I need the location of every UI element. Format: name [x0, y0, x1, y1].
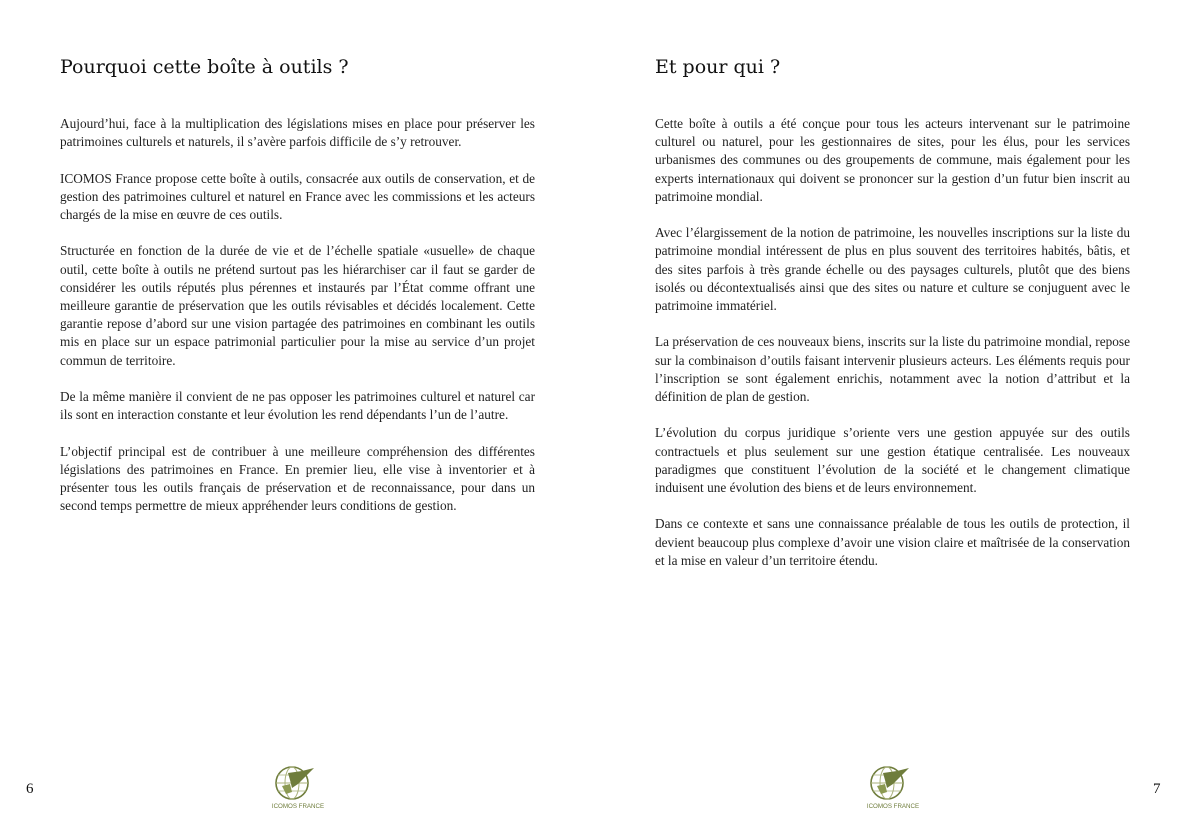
body-text — [60, 115, 535, 534]
paragraph: Avec l’élargissement de la notion de patrimoine, les nouvelles inscriptions sur la liste du patrimoine mondial intéressent de plus en plus souvent des territoires habités, bâtis, et des sites parfois à très grande échelle ou des paysages culturels, plutôt que des biens isolés ou décontextualisés ainsi que des sites ou nature et culture se conjuguent avec le patrimoine immatériel. — [655, 225, 1130, 314]
paragraph: L’objectif principal est de contribuer à une meilleure compréhension des différentes législations des patrimoines en France. En premier lieu, elle vise à inventorier et à présenter tous les outils français de préservation et de reconnaissance, pour dans un second temps permettre de mieux appréhender leurs conditions de gestion. — [60, 443, 535, 514]
page-heading: Pourquoi cette boîte à outils ? — [60, 56, 349, 78]
paragraph: Cette boîte à outils a été conçue pour tous les acteurs intervenant sur le patrimoine culturel ou naturel, pour les gestionnaires de sites, pour les élus, pour les services urbanismes des communes ou des groupements de commune, mais également pour les experts internationaux qui doivent se prononcer sur la gestion d’un futur bien inscrit au patrimoine mondial. — [655, 116, 1130, 204]
paragraph: De la même manière il convient de ne pas opposer les patrimoines culturel et naturel car ils sont en interaction constante et leur évolution les rend dépendants l’un de l’autre. — [60, 389, 535, 423]
page-number: 7 — [1153, 781, 1161, 797]
globe-bird-icon — [268, 764, 328, 812]
body-text — [655, 115, 1130, 588]
svg-text:ICOMOS FRANCE: ICOMOS FRANCE — [866, 803, 920, 810]
icomos-france-logo — [268, 764, 328, 812]
paragraph: Dans ce contexte et sans une connaissance préalable de tous les outils de protection, il devient beaucoup plus complexe d’avoir une vision claire et maîtrisée de la conservation et la mise en valeur d’un territoire étendu. — [655, 516, 1130, 568]
page-heading: Et pour qui ? — [655, 56, 781, 78]
icomos-france-logo — [863, 764, 923, 812]
right-page — [595, 0, 1189, 827]
paragraph: Aujourd’hui, face à la multiplication des législations mises en place pour préserver les patrimoines culturels et naturels, il s’avère parfois difficile de s’y retrouver. — [60, 116, 535, 150]
paragraph: L’évolution du corpus juridique s’oriente vers une gestion appuyée sur des outils contractuels et plus seulement sur une gestion étatique centralisée. Les nouveaux paradigmes que constituent l’évolution de la société et le changement climatique induisent une évolution des biens et de leurs environnement. — [655, 425, 1130, 496]
page-number: 6 — [26, 781, 34, 797]
paragraph: ICOMOS France propose cette boîte à outils, consacrée aux outils de conservation, et de gestion des patrimoines culturel et naturel en France avec les commissions et les acteurs chargés de la mise en œuvre de ces outils. — [60, 170, 535, 222]
left-page — [0, 0, 594, 827]
paragraph: La préservation de ces nouveaux biens, inscrits sur la liste du patrimoine mondial, repose sur la combinaison d’outils faisant intervenir plusieurs acteurs. Les éléments requis pour l’inscription se sont également enrichis, notamment avec la notion d’attribut et la définition de plan de gestion. — [655, 334, 1130, 405]
svg-text:ICOMOS FRANCE: ICOMOS FRANCE — [271, 803, 325, 810]
paragraph: Structurée en fonction de la durée de vie et de l’échelle spatiale «usuelle» de chaque outil, cette boîte à outils ne prétend surtout pas les hiérarchiser car il faut se garder de considérer les outils réputés plus pérennes et instaurés par l’État comme offrant une meilleure garantie de préservation que les outils révisables et décidés localement. Cette garantie repose d’abord sur une vision partagée des patrimoines en combinant les outils mis en place sur un espace patrimonial particulier pour la mise au service d’un projet commun de territoire. — [60, 243, 535, 368]
globe-bird-icon — [863, 764, 923, 812]
